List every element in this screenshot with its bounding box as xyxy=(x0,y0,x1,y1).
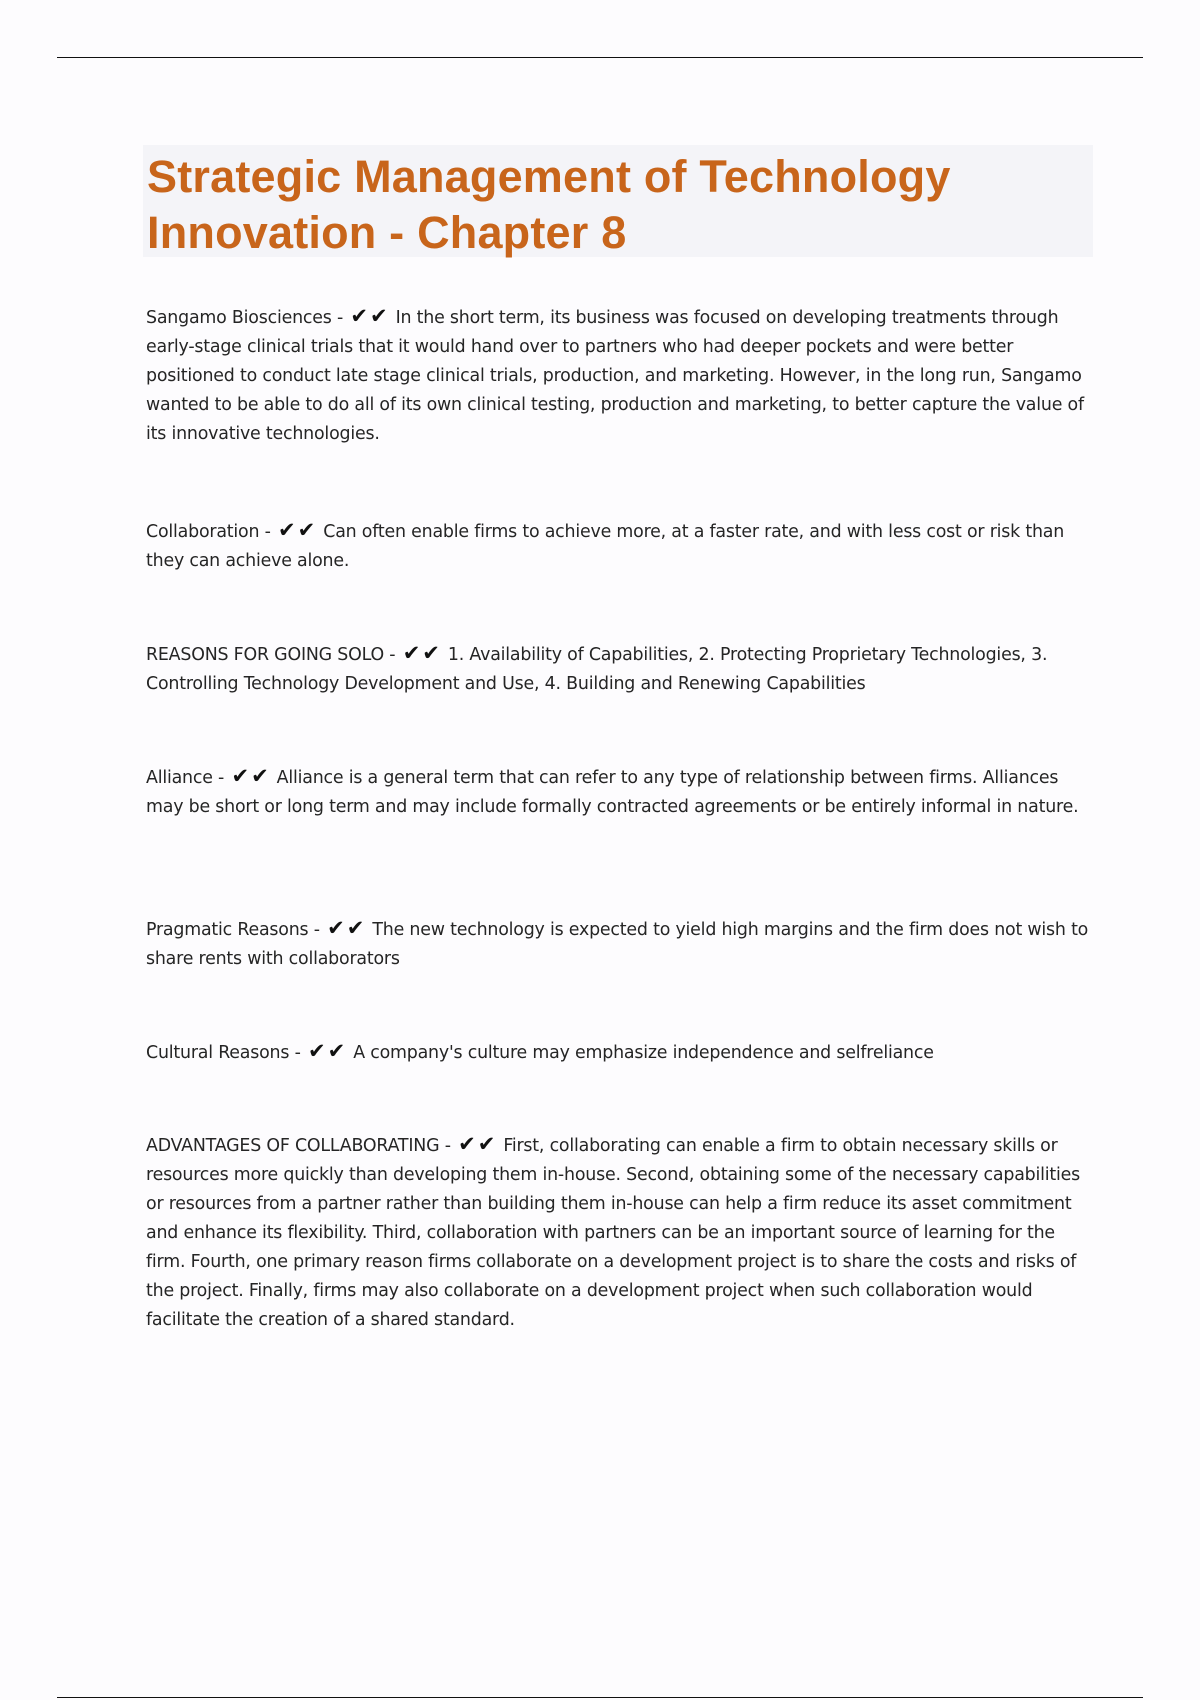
entry-term: Pragmatic Reasons xyxy=(146,920,309,940)
separator: - xyxy=(212,768,230,788)
entry-definition: 1. Availability of Capabilities, 2. Protecting Proprietary Technologies, 3. Controlling Technology Development and Use, 4. Building and Renewing Capabilities xyxy=(146,645,1048,694)
entry-pragmatic-reasons xyxy=(146,914,1096,974)
bottom-rule xyxy=(57,1697,1143,1698)
entry-term: Collaboration xyxy=(146,522,260,542)
separator: - xyxy=(383,645,401,665)
entry-advantages-of-collaborating xyxy=(146,1130,1096,1335)
separator: - xyxy=(308,920,326,940)
entry-term: REASONS FOR GOING SOLO xyxy=(146,645,384,665)
entry-reasons-for-going-solo xyxy=(146,639,1096,699)
entry-term: Cultural Reasons xyxy=(146,1043,290,1063)
entry-alliance xyxy=(146,762,1096,822)
separator: - xyxy=(331,308,349,328)
check-marks-icon: ✔✔ xyxy=(458,1132,498,1156)
entry-definition: Alliance is a general term that can refer to any type of relationship between firms. Alliances may be short or long term and may include formally contracted agreements or be entirely informal in nature. xyxy=(146,768,1079,817)
entry-definition: Can often enable firms to achieve more, at a faster rate, and with less cost or risk than they can achieve alone. xyxy=(146,522,1065,571)
check-marks-icon: ✔✔ xyxy=(350,304,390,328)
check-marks-icon: ✔✔ xyxy=(402,641,442,665)
title-block xyxy=(143,145,1093,257)
separator: - xyxy=(289,1043,306,1063)
check-marks-icon: ✔✔ xyxy=(278,518,318,542)
entry-term: ADVANTAGES OF COLLABORATING xyxy=(146,1136,440,1156)
separator: - xyxy=(439,1136,457,1156)
top-rule xyxy=(57,57,1143,58)
entry-sangamo-biosciences xyxy=(146,302,1096,449)
entry-definition: The new technology is expected to yield high margins and the firm does not wish to share rents with collaborators xyxy=(146,920,1089,969)
separator: - xyxy=(259,522,277,542)
entry-term: Alliance xyxy=(146,768,213,788)
entry-collaboration xyxy=(146,516,1096,576)
check-marks-icon: ✔✔ xyxy=(327,916,367,940)
check-marks-icon: ✔✔ xyxy=(307,1039,348,1063)
check-marks-icon: ✔✔ xyxy=(231,764,271,788)
entry-definition: In the short term, its business was focused on developing treatments through early-stage clinical trials that it would hand over to partners who had deeper pockets and were better positioned to conduct late stage clinical trials, production, and marketing. However, in the long run, Sangamo wanted to be able to do all of its own clinical testing, production and marketing, to better capture the value of its innovative technologies. xyxy=(146,308,1084,444)
entry-definition: First, collaborating can enable a firm to obtain necessary skills or resources more quickly than developing them in-house. Second, obtaining some of the necessary capabilities or resources from a partner rather than building them in-house can help a firm reduce its asset commitment and enhance its flexibility. Third, collaboration with partners can be an important source of learning for the firm. Fourth, one primary reason firms collaborate on a development project is to share the costs and risks of the project. Finally, firms may also collaborate on a development project when such collaboration would facilitate the creation of a shared standard. xyxy=(146,1136,1081,1330)
entry-cultural-reasons xyxy=(146,1037,1096,1068)
entry-definition: A company's culture may emphasize independence and selfreliance xyxy=(353,1043,934,1063)
entry-term: Sangamo Biosciences xyxy=(146,308,332,328)
document-title: Strategic Management of Technology Innovation - Chapter 8 xyxy=(147,151,951,258)
